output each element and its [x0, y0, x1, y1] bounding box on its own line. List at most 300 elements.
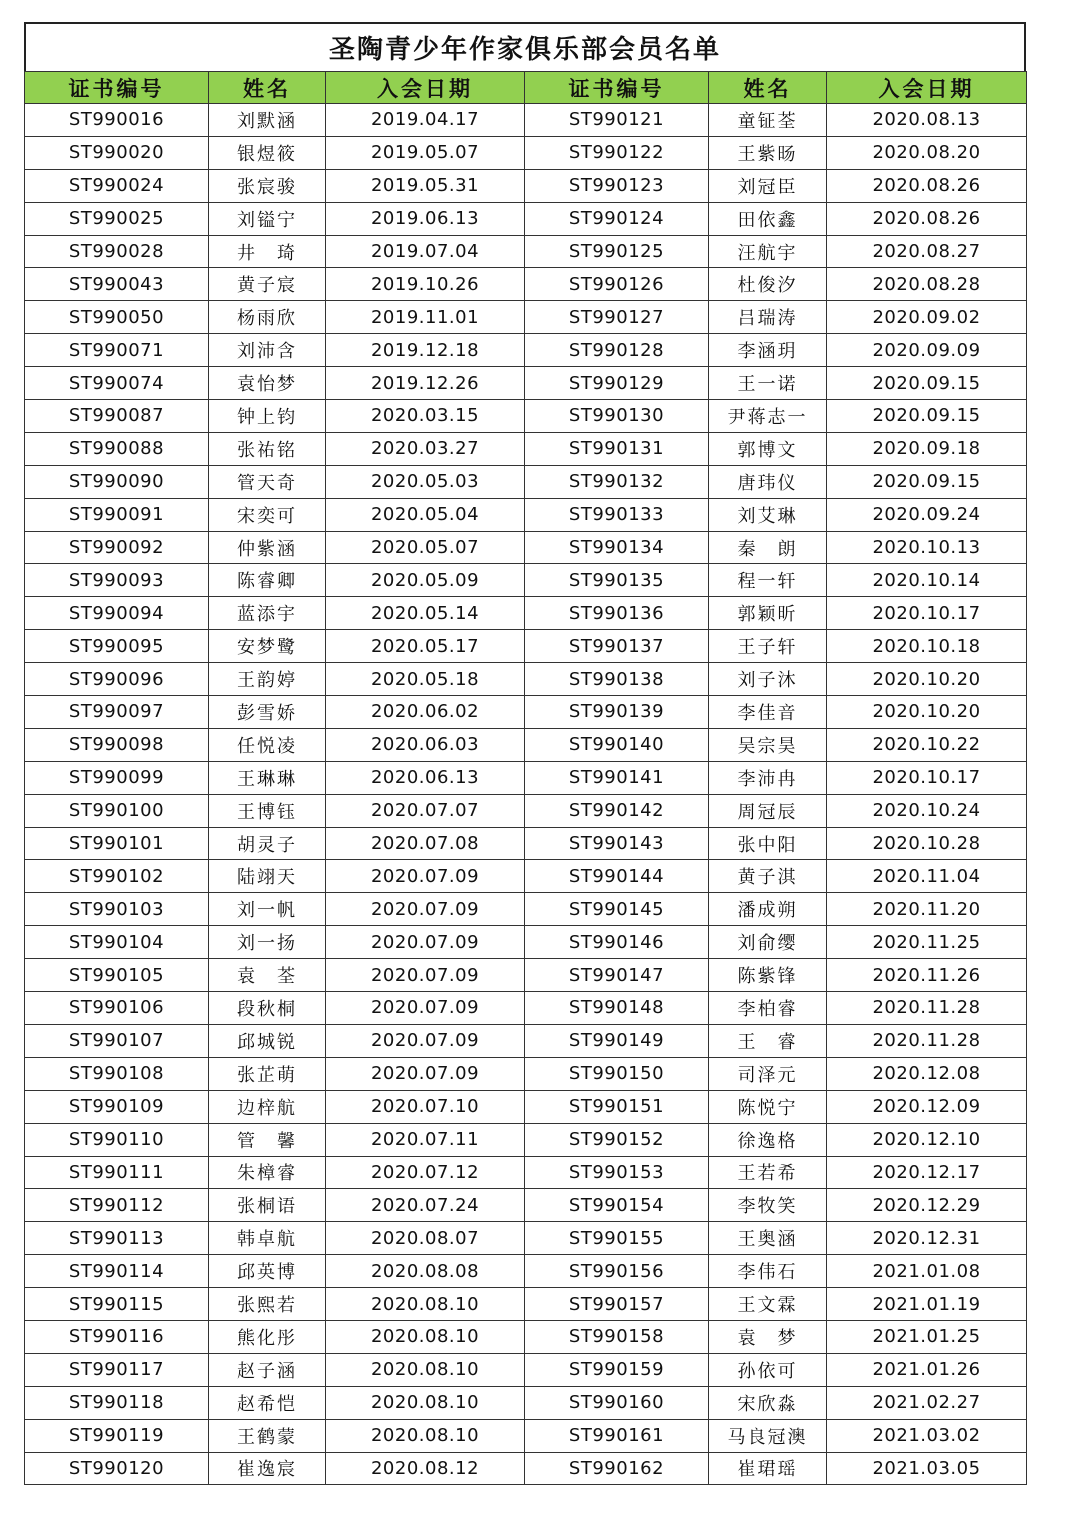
cert-no-cell: ST990132 — [525, 465, 709, 498]
cert-no-cell: ST990140 — [525, 728, 709, 761]
cert-no-cell: ST990125 — [525, 235, 709, 268]
table-row — [25, 827, 1027, 860]
join-date-cell: 2020.11.28 — [827, 1024, 1027, 1057]
table-row — [25, 202, 1027, 235]
join-date-cell: 2020.09.09 — [827, 334, 1027, 367]
join-date-cell: 2021.01.25 — [827, 1320, 1027, 1353]
join-date-cell: 2020.07.09 — [326, 959, 525, 992]
join-date-cell: 2020.10.24 — [827, 794, 1027, 827]
member-name-cell: 仲紫涵 — [209, 531, 326, 564]
table-row — [25, 959, 1027, 992]
join-date-cell: 2019.10.26 — [326, 268, 525, 301]
cert-no-cell: ST990087 — [25, 400, 209, 433]
cert-no-cell: ST990120 — [25, 1452, 209, 1485]
member-name-cell: 袁 梦 — [709, 1320, 827, 1353]
join-date-cell: 2020.06.03 — [326, 728, 525, 761]
join-date-cell: 2020.10.17 — [827, 761, 1027, 794]
cert-no-cell: ST990130 — [525, 400, 709, 433]
member-name-cell: 袁怡梦 — [209, 367, 326, 400]
join-date-cell: 2020.08.12 — [326, 1452, 525, 1485]
cert-no-cell: ST990103 — [25, 893, 209, 926]
table-row — [25, 1057, 1027, 1090]
member-name-cell: 刘俞缨 — [709, 926, 827, 959]
join-date-cell: 2020.12.29 — [827, 1189, 1027, 1222]
cert-no-cell: ST990135 — [525, 564, 709, 597]
member-name-cell: 钟上钧 — [209, 400, 326, 433]
cert-no-cell: ST990143 — [525, 827, 709, 860]
join-date-cell: 2020.11.28 — [827, 992, 1027, 1025]
cert-no-cell: ST990117 — [25, 1353, 209, 1386]
member-name-cell: 徐逸格 — [709, 1123, 827, 1156]
join-date-cell: 2020.08.26 — [827, 202, 1027, 235]
member-name-cell: 刘冠臣 — [709, 169, 827, 202]
join-date-cell: 2020.08.10 — [326, 1288, 525, 1321]
join-date-cell: 2020.12.17 — [827, 1156, 1027, 1189]
join-date-cell: 2020.12.09 — [827, 1090, 1027, 1123]
header-cert-no: 证书编号 — [25, 72, 209, 104]
cert-no-cell: ST990115 — [25, 1288, 209, 1321]
join-date-cell: 2020.07.09 — [326, 992, 525, 1025]
member-name-cell: 张芷萌 — [209, 1057, 326, 1090]
cert-no-cell: ST990113 — [25, 1222, 209, 1255]
member-name-cell: 安梦鹭 — [209, 630, 326, 663]
table-row — [25, 926, 1027, 959]
member-name-cell: 王琳琳 — [209, 761, 326, 794]
page-title: 圣陶青少年作家俱乐部会员名单 — [24, 22, 1026, 71]
join-date-cell: 2020.08.10 — [326, 1419, 525, 1452]
join-date-cell: 2020.08.10 — [326, 1386, 525, 1419]
join-date-cell: 2020.08.27 — [827, 235, 1027, 268]
join-date-cell: 2020.07.24 — [326, 1189, 525, 1222]
member-name-cell: 王紫旸 — [709, 136, 827, 169]
cert-no-cell: ST990157 — [525, 1288, 709, 1321]
join-date-cell: 2020.07.09 — [326, 1057, 525, 1090]
join-date-cell: 2020.11.25 — [827, 926, 1027, 959]
member-name-cell: 宋奕可 — [209, 498, 326, 531]
member-name-cell: 崔逸宸 — [209, 1452, 326, 1485]
join-date-cell: 2021.01.26 — [827, 1353, 1027, 1386]
join-date-cell: 2020.05.17 — [326, 630, 525, 663]
join-date-cell: 2019.12.18 — [326, 334, 525, 367]
table-row — [25, 1419, 1027, 1452]
member-name-cell: 童钲荃 — [709, 104, 827, 137]
cert-no-cell: ST990043 — [25, 268, 209, 301]
cert-no-cell: ST990098 — [25, 728, 209, 761]
member-name-cell: 刘艾琳 — [709, 498, 827, 531]
cert-no-cell: ST990095 — [25, 630, 209, 663]
member-name-cell: 李沛冉 — [709, 761, 827, 794]
join-date-cell: 2020.12.31 — [827, 1222, 1027, 1255]
member-name-cell: 段秋桐 — [209, 992, 326, 1025]
cert-no-cell: ST990111 — [25, 1156, 209, 1189]
member-name-cell: 潘成朔 — [709, 893, 827, 926]
join-date-cell: 2019.07.04 — [326, 235, 525, 268]
cert-no-cell: ST990074 — [25, 367, 209, 400]
header-cert-no-2: 证书编号 — [525, 72, 709, 104]
table-row — [25, 531, 1027, 564]
join-date-cell: 2020.05.14 — [326, 597, 525, 630]
join-date-cell: 2020.10.28 — [827, 827, 1027, 860]
join-date-cell: 2020.08.28 — [827, 268, 1027, 301]
join-date-cell: 2020.10.17 — [827, 597, 1027, 630]
member-name-cell: 吕瑞涛 — [709, 301, 827, 334]
member-list-sheet — [24, 22, 1026, 1485]
join-date-cell: 2020.07.11 — [326, 1123, 525, 1156]
cert-no-cell: ST990124 — [525, 202, 709, 235]
member-name-cell: 郭颖昕 — [709, 597, 827, 630]
member-name-cell: 程一轩 — [709, 564, 827, 597]
join-date-cell: 2020.07.08 — [326, 827, 525, 860]
cert-no-cell: ST990121 — [525, 104, 709, 137]
table-row — [25, 1288, 1027, 1321]
cert-no-cell: ST990119 — [25, 1419, 209, 1452]
member-name-cell: 赵希恺 — [209, 1386, 326, 1419]
table-row — [25, 893, 1027, 926]
member-name-cell: 李涵玥 — [709, 334, 827, 367]
join-date-cell: 2021.03.05 — [827, 1452, 1027, 1485]
cert-no-cell: ST990162 — [525, 1452, 709, 1485]
member-name-cell: 蓝添宇 — [209, 597, 326, 630]
member-name-cell: 黄子宸 — [209, 268, 326, 301]
join-date-cell: 2020.03.15 — [326, 400, 525, 433]
cert-no-cell: ST990110 — [25, 1123, 209, 1156]
cert-no-cell: ST990137 — [525, 630, 709, 663]
header-join-date-2: 入会日期 — [827, 72, 1027, 104]
join-date-cell: 2019.11.01 — [326, 301, 525, 334]
member-name-cell: 刘镒宁 — [209, 202, 326, 235]
cert-no-cell: ST990128 — [525, 334, 709, 367]
member-name-cell: 宋欣淼 — [709, 1386, 827, 1419]
join-date-cell: 2020.08.20 — [827, 136, 1027, 169]
cert-no-cell: ST990136 — [525, 597, 709, 630]
cert-no-cell: ST990097 — [25, 696, 209, 729]
table-row — [25, 761, 1027, 794]
join-date-cell: 2020.11.04 — [827, 860, 1027, 893]
cert-no-cell: ST990107 — [25, 1024, 209, 1057]
table-row — [25, 1222, 1027, 1255]
join-date-cell: 2020.10.13 — [827, 531, 1027, 564]
table-row — [25, 1386, 1027, 1419]
header-row — [25, 72, 1027, 104]
member-name-cell: 陈紫锋 — [709, 959, 827, 992]
member-name-cell: 李柏睿 — [709, 992, 827, 1025]
cert-no-cell: ST990050 — [25, 301, 209, 334]
member-name-cell: 秦 朗 — [709, 531, 827, 564]
join-date-cell: 2020.08.13 — [827, 104, 1027, 137]
member-name-cell: 李伟石 — [709, 1255, 827, 1288]
table-row — [25, 400, 1027, 433]
cert-no-cell: ST990016 — [25, 104, 209, 137]
join-date-cell: 2019.05.07 — [326, 136, 525, 169]
table-row — [25, 169, 1027, 202]
cert-no-cell: ST990096 — [25, 663, 209, 696]
member-name-cell: 张中阳 — [709, 827, 827, 860]
join-date-cell: 2020.08.26 — [827, 169, 1027, 202]
member-name-cell: 陈悦宁 — [709, 1090, 827, 1123]
table-row — [25, 794, 1027, 827]
member-name-cell: 汪航宇 — [709, 235, 827, 268]
join-date-cell: 2020.10.14 — [827, 564, 1027, 597]
join-date-cell: 2020.12.08 — [827, 1057, 1027, 1090]
cert-no-cell: ST990154 — [525, 1189, 709, 1222]
member-name-cell: 胡灵子 — [209, 827, 326, 860]
cert-no-cell: ST990139 — [525, 696, 709, 729]
table-row — [25, 104, 1027, 137]
table-row — [25, 1255, 1027, 1288]
cert-no-cell: ST990106 — [25, 992, 209, 1025]
member-name-cell: 唐玮仪 — [709, 465, 827, 498]
member-name-cell: 田依鑫 — [709, 202, 827, 235]
cert-no-cell: ST990149 — [525, 1024, 709, 1057]
table-row — [25, 630, 1027, 663]
table-row — [25, 597, 1027, 630]
join-date-cell: 2020.07.09 — [326, 893, 525, 926]
join-date-cell: 2020.06.13 — [326, 761, 525, 794]
join-date-cell: 2021.01.19 — [827, 1288, 1027, 1321]
table-row — [25, 432, 1027, 465]
member-name-cell: 边梓航 — [209, 1090, 326, 1123]
cert-no-cell: ST990101 — [25, 827, 209, 860]
member-name-cell: 王奥涵 — [709, 1222, 827, 1255]
cert-no-cell: ST990153 — [525, 1156, 709, 1189]
cert-no-cell: ST990088 — [25, 432, 209, 465]
join-date-cell: 2021.03.02 — [827, 1419, 1027, 1452]
table-row — [25, 564, 1027, 597]
table-row — [25, 1320, 1027, 1353]
table-row — [25, 992, 1027, 1025]
cert-no-cell: ST990122 — [525, 136, 709, 169]
member-name-cell: 王韵婷 — [209, 663, 326, 696]
member-name-cell: 王鹤蒙 — [209, 1419, 326, 1452]
member-name-cell: 黄子淇 — [709, 860, 827, 893]
cert-no-cell: ST990126 — [525, 268, 709, 301]
member-name-cell: 杜俊汐 — [709, 268, 827, 301]
table-row — [25, 1452, 1027, 1485]
join-date-cell: 2020.07.07 — [326, 794, 525, 827]
cert-no-cell: ST990146 — [525, 926, 709, 959]
table-row — [25, 498, 1027, 531]
join-date-cell: 2019.04.17 — [326, 104, 525, 137]
cert-no-cell: ST990152 — [525, 1123, 709, 1156]
cert-no-cell: ST990158 — [525, 1320, 709, 1353]
cert-no-cell: ST990141 — [525, 761, 709, 794]
member-name-cell: 任悦凌 — [209, 728, 326, 761]
cert-no-cell: ST990127 — [525, 301, 709, 334]
member-name-cell: 孙依可 — [709, 1353, 827, 1386]
cert-no-cell: ST990123 — [525, 169, 709, 202]
join-date-cell: 2020.07.09 — [326, 860, 525, 893]
table-row — [25, 1123, 1027, 1156]
cert-no-cell: ST990131 — [525, 432, 709, 465]
cert-no-cell: ST990161 — [525, 1419, 709, 1452]
cert-no-cell: ST990108 — [25, 1057, 209, 1090]
join-date-cell: 2020.09.02 — [827, 301, 1027, 334]
join-date-cell: 2020.05.18 — [326, 663, 525, 696]
join-date-cell: 2020.10.20 — [827, 663, 1027, 696]
cert-no-cell: ST990090 — [25, 465, 209, 498]
cert-no-cell: ST990133 — [525, 498, 709, 531]
join-date-cell: 2020.08.08 — [326, 1255, 525, 1288]
member-name-cell: 张祐铭 — [209, 432, 326, 465]
join-date-cell: 2020.05.09 — [326, 564, 525, 597]
member-name-cell: 王博钰 — [209, 794, 326, 827]
member-name-cell: 刘一帆 — [209, 893, 326, 926]
cert-no-cell: ST990144 — [525, 860, 709, 893]
join-date-cell: 2020.05.04 — [326, 498, 525, 531]
table-row — [25, 268, 1027, 301]
join-date-cell: 2020.06.02 — [326, 696, 525, 729]
join-date-cell: 2020.07.09 — [326, 926, 525, 959]
member-name-cell: 李牧笑 — [709, 1189, 827, 1222]
join-date-cell: 2021.02.27 — [827, 1386, 1027, 1419]
member-name-cell: 王一诺 — [709, 367, 827, 400]
cert-no-cell: ST990145 — [525, 893, 709, 926]
table-row — [25, 136, 1027, 169]
member-name-cell: 张桐语 — [209, 1189, 326, 1222]
table-row — [25, 367, 1027, 400]
join-date-cell: 2019.12.26 — [326, 367, 525, 400]
join-date-cell: 2020.11.20 — [827, 893, 1027, 926]
table-row — [25, 663, 1027, 696]
table-row — [25, 1024, 1027, 1057]
cert-no-cell: ST990138 — [525, 663, 709, 696]
cert-no-cell: ST990020 — [25, 136, 209, 169]
cert-no-cell: ST990105 — [25, 959, 209, 992]
member-name-cell: 王 睿 — [709, 1024, 827, 1057]
member-name-cell: 张熙若 — [209, 1288, 326, 1321]
cert-no-cell: ST990160 — [525, 1386, 709, 1419]
member-name-cell: 邱城锐 — [209, 1024, 326, 1057]
join-date-cell: 2020.07.10 — [326, 1090, 525, 1123]
member-name-cell: 朱樟睿 — [209, 1156, 326, 1189]
join-date-cell: 2020.09.15 — [827, 465, 1027, 498]
join-date-cell: 2019.06.13 — [326, 202, 525, 235]
member-name-cell: 管 馨 — [209, 1123, 326, 1156]
member-name-cell: 熊化彤 — [209, 1320, 326, 1353]
cert-no-cell: ST990151 — [525, 1090, 709, 1123]
member-name-cell: 彭雪娇 — [209, 696, 326, 729]
table-row — [25, 1156, 1027, 1189]
member-name-cell: 袁 荃 — [209, 959, 326, 992]
table-row — [25, 1090, 1027, 1123]
header-name-2: 姓名 — [709, 72, 827, 104]
join-date-cell: 2020.09.18 — [827, 432, 1027, 465]
join-date-cell: 2020.08.10 — [326, 1320, 525, 1353]
cert-no-cell: ST990118 — [25, 1386, 209, 1419]
table-row — [25, 1189, 1027, 1222]
member-name-cell: 刘沛含 — [209, 334, 326, 367]
table-row — [25, 696, 1027, 729]
join-date-cell: 2020.03.27 — [326, 432, 525, 465]
member-name-cell: 郭博文 — [709, 432, 827, 465]
cert-no-cell: ST990024 — [25, 169, 209, 202]
cert-no-cell: ST990099 — [25, 761, 209, 794]
table-row — [25, 334, 1027, 367]
member-name-cell: 银煜筱 — [209, 136, 326, 169]
member-name-cell: 崔珺瑶 — [709, 1452, 827, 1485]
join-date-cell: 2020.10.18 — [827, 630, 1027, 663]
join-date-cell: 2020.09.24 — [827, 498, 1027, 531]
cert-no-cell: ST990104 — [25, 926, 209, 959]
member-table — [24, 71, 1027, 1485]
table-row — [25, 860, 1027, 893]
cert-no-cell: ST990100 — [25, 794, 209, 827]
cert-no-cell: ST990025 — [25, 202, 209, 235]
join-date-cell: 2020.11.26 — [827, 959, 1027, 992]
cert-no-cell: ST990129 — [525, 367, 709, 400]
member-name-cell: 周冠辰 — [709, 794, 827, 827]
member-name-cell: 尹蒋志一 — [709, 400, 827, 433]
member-name-cell: 马良冠澳 — [709, 1419, 827, 1452]
member-name-cell: 赵子涵 — [209, 1353, 326, 1386]
join-date-cell: 2020.09.15 — [827, 367, 1027, 400]
join-date-cell: 2020.08.10 — [326, 1353, 525, 1386]
join-date-cell: 2020.12.10 — [827, 1123, 1027, 1156]
member-name-cell: 陈睿卿 — [209, 564, 326, 597]
cert-no-cell: ST990112 — [25, 1189, 209, 1222]
member-name-cell: 刘子沐 — [709, 663, 827, 696]
table-row — [25, 1353, 1027, 1386]
member-name-cell: 王文霖 — [709, 1288, 827, 1321]
join-date-cell: 2020.08.07 — [326, 1222, 525, 1255]
join-date-cell: 2020.05.03 — [326, 465, 525, 498]
member-name-cell: 邱英博 — [209, 1255, 326, 1288]
table-row — [25, 235, 1027, 268]
join-date-cell: 2020.05.07 — [326, 531, 525, 564]
cert-no-cell: ST990156 — [525, 1255, 709, 1288]
cert-no-cell: ST990142 — [525, 794, 709, 827]
member-name-cell: 张宸骏 — [209, 169, 326, 202]
cert-no-cell: ST990114 — [25, 1255, 209, 1288]
cert-no-cell: ST990071 — [25, 334, 209, 367]
join-date-cell: 2020.10.22 — [827, 728, 1027, 761]
member-name-cell: 杨雨欣 — [209, 301, 326, 334]
cert-no-cell: ST990147 — [525, 959, 709, 992]
header-name: 姓名 — [209, 72, 326, 104]
table-row — [25, 301, 1027, 334]
cert-no-cell: ST990150 — [525, 1057, 709, 1090]
cert-no-cell: ST990102 — [25, 860, 209, 893]
member-name-cell: 吴宗昊 — [709, 728, 827, 761]
cert-no-cell: ST990116 — [25, 1320, 209, 1353]
join-date-cell: 2020.07.12 — [326, 1156, 525, 1189]
cert-no-cell: ST990091 — [25, 498, 209, 531]
member-name-cell: 王若希 — [709, 1156, 827, 1189]
cert-no-cell: ST990159 — [525, 1353, 709, 1386]
member-name-cell: 陆翊天 — [209, 860, 326, 893]
cert-no-cell: ST990028 — [25, 235, 209, 268]
member-name-cell: 刘一扬 — [209, 926, 326, 959]
table-row — [25, 465, 1027, 498]
member-name-cell: 司泽元 — [709, 1057, 827, 1090]
cert-no-cell: ST990092 — [25, 531, 209, 564]
cert-no-cell: ST990093 — [25, 564, 209, 597]
header-join-date: 入会日期 — [326, 72, 525, 104]
table-body — [25, 104, 1027, 1485]
member-name-cell: 李佳音 — [709, 696, 827, 729]
cert-no-cell: ST990094 — [25, 597, 209, 630]
member-name-cell: 管天奇 — [209, 465, 326, 498]
cert-no-cell: ST990109 — [25, 1090, 209, 1123]
cert-no-cell: ST990134 — [525, 531, 709, 564]
cert-no-cell: ST990155 — [525, 1222, 709, 1255]
member-name-cell: 王子轩 — [709, 630, 827, 663]
cert-no-cell: ST990148 — [525, 992, 709, 1025]
join-date-cell: 2020.09.15 — [827, 400, 1027, 433]
member-name-cell: 井 琦 — [209, 235, 326, 268]
member-name-cell: 韩卓航 — [209, 1222, 326, 1255]
member-name-cell: 刘默涵 — [209, 104, 326, 137]
